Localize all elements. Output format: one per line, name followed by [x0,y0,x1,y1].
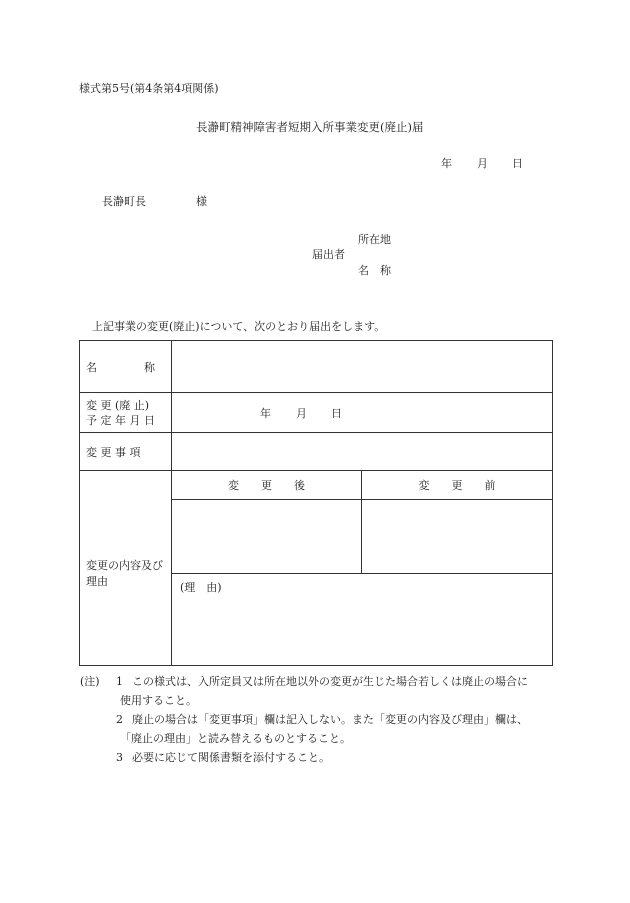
note-text-line1: この様式は、入所定員又は所在地以外の変更が生じた場合若しくは廃止の場合に [132,675,528,688]
note-number: 3 [116,751,123,764]
location-label: 所在地 [358,233,391,246]
note-item [80,710,560,748]
after-value-cell[interactable] [172,500,362,574]
items-label: 変 更 事 項 [86,445,141,459]
addressee-name: 長瀞町長 [102,195,146,208]
items-label-cell [80,433,172,471]
date-label-cell [80,393,172,433]
after-label: 変 更 後 [228,479,305,492]
table-date-year: 年 [260,407,271,420]
date-value-cell[interactable] [172,393,553,433]
table-date-day: 日 [331,407,342,420]
note-number: 2 [116,713,123,726]
content-label-cell [80,471,172,666]
before-header-cell [362,471,553,500]
row-content-header [80,471,553,500]
content-label-line2: 理由 [86,575,108,588]
reason-label: (理 由) [180,581,222,594]
note-number: 1 [116,675,123,688]
note-item [80,672,560,710]
date-month: 月 [477,157,488,170]
date-label-line1: 変 更 (廃 止) [86,398,150,412]
addressee-suffix: 様 [196,195,207,208]
form-number: 様式第5号(第4条第4項関係) [79,82,219,95]
name-label-cell [80,341,172,393]
name-label-a: 名 [86,360,97,374]
content-label-line1: 変更の内容及び [86,559,163,572]
row-items [80,433,553,471]
note-text-line2: 使用すること。 [120,694,197,707]
notes-head: (注) [80,675,100,688]
date-day: 日 [512,157,523,170]
document-title: 長瀞町精神障害者短期入所事業変更(廃止)届 [196,120,424,134]
notes-section [80,672,560,767]
name-label-b: 称 [144,360,155,374]
note-text-line1: 廃止の場合は「変更事項」欄は記入しない。また「変更の内容及び理由」欄は、 [132,713,528,726]
items-value-cell[interactable] [172,433,553,471]
date-year: 年 [441,157,452,170]
intro-text: 上記事業の変更(廃止)について、次のとおり届出をします。 [92,320,386,333]
note-text-line1: 必要に応じて関係書類を添付すること。 [132,751,330,764]
row-name [80,341,553,393]
note-text-line2: 「廃止の理由」と読み替えるものとすること。 [120,732,351,745]
after-header-cell [172,471,362,500]
table-date-month: 月 [296,407,307,420]
before-label: 変 更 前 [418,479,496,492]
name-label: 名 称 [358,264,391,277]
name-value-cell[interactable] [172,341,553,393]
reason-cell[interactable] [172,574,553,666]
before-value-cell[interactable] [362,500,553,574]
change-form-table [79,340,553,666]
submitter-label: 届出者 [312,248,345,261]
note-item [80,748,560,767]
row-date [80,393,553,433]
date-label-line2: 予 定 年 月 日 [86,413,155,427]
